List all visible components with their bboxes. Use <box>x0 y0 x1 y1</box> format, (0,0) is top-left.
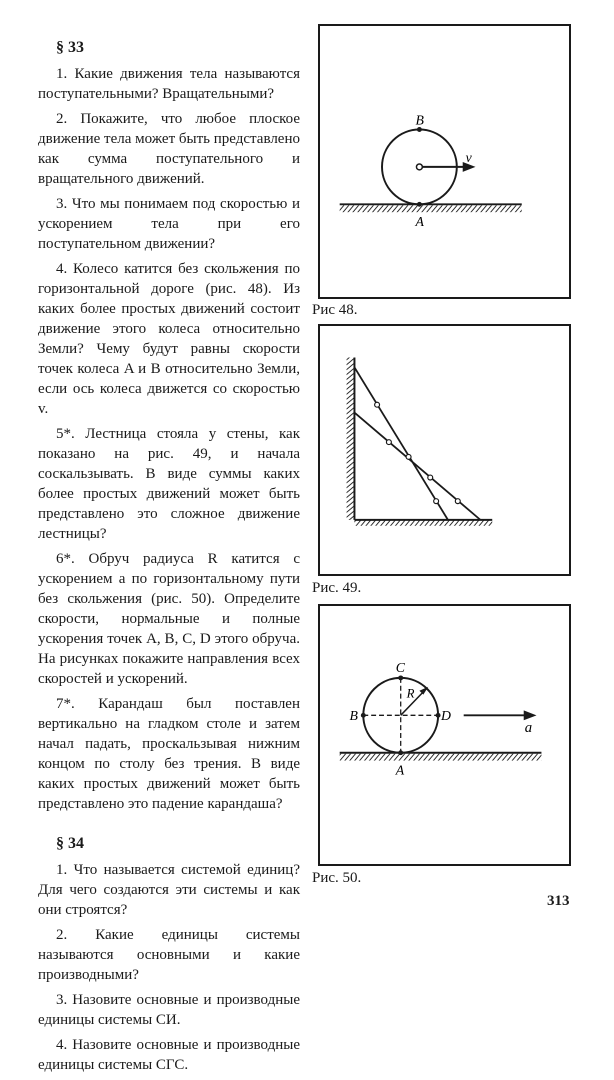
ladder-2-point <box>386 440 391 445</box>
label-A: A <box>395 762 405 778</box>
label-C: C <box>395 660 405 676</box>
ladder-position-1 <box>354 367 447 520</box>
figure-50-caption: Рис. 50. <box>312 870 362 886</box>
ground-hatching <box>340 205 522 212</box>
question-33-1: 1. Какие движения тела называются поступательными? Вращательными? <box>38 66 300 102</box>
ladder-1-point <box>375 402 380 407</box>
figure-50-hoop-diagram <box>320 606 569 864</box>
question-33-7: 7*. Карандаш был поставлен вертикально на гладком столе и затем начал падать, проскальзывая нижним концом по столу без трения. В виде каких простых движений может быть представлено это падение карандаша? <box>38 696 300 812</box>
point-D <box>436 713 441 718</box>
figure-48-caption: Рис 48. <box>312 302 358 318</box>
section-34-title: § 34 <box>56 835 84 852</box>
question-34-1: 1. Что называется системой единиц? Для чего создаются эти системы и как они строятся? <box>38 862 300 918</box>
label-v: v <box>465 149 472 165</box>
point-C <box>398 675 403 680</box>
figure-50-frame <box>318 604 571 866</box>
point-B <box>361 713 366 718</box>
ladder-1-point <box>406 454 411 459</box>
figure-49-ladder-diagram <box>320 326 569 574</box>
ladder-position-2 <box>354 413 480 520</box>
question-34-4: 4. Назовите основные и производные единицы системы СГС. <box>38 1037 300 1073</box>
figure-48-frame <box>318 24 571 299</box>
point-B <box>417 127 422 132</box>
label-R: R <box>406 686 415 701</box>
figure-48-wheel-diagram <box>320 26 569 297</box>
section-33-title: § 33 <box>56 39 84 56</box>
label-a: a <box>524 720 533 737</box>
label-B: B <box>349 708 358 724</box>
question-33-2: 2. Покажите, что любое плоское движение тела может быть представлено как сумма поступательного и вращательного движений. <box>38 111 300 187</box>
question-34-3: 3. Назовите основные и производные единицы системы СИ. <box>38 992 300 1028</box>
label-A: A <box>415 213 424 229</box>
figure-49-frame <box>318 324 571 576</box>
question-34-2: 2. Какие единицы системы называются основными и какие производными? <box>38 927 300 983</box>
question-33-5: 5*. Лестница стояла у стены, как показано на рис. 49, и начала соскальзывать. В виде суммы каких более простых движений может быть представлено это сложное движение лестницы? <box>38 426 300 542</box>
point-A <box>417 202 422 207</box>
question-33-6: 6*. Обруч радиуса R катится с ускорением a по горизонтальному пути без скольжения (рис. 50). Определите скорости, нормальные и полные ускорения точек A, B, C, D этого обруча. На рисунках покажите направления всех скоростей и ускорений. <box>38 551 300 687</box>
page-number: 313 <box>547 893 570 909</box>
ladder-2-point <box>455 499 460 504</box>
wall-hatching <box>347 357 355 519</box>
label-D: D <box>441 708 452 724</box>
wheel-axle <box>416 164 422 170</box>
point-A <box>398 750 403 755</box>
ground-hatching <box>340 754 542 761</box>
question-33-3: 3. Что мы понимаем под скоростью и ускорением тела при его поступательном движении? <box>38 196 300 252</box>
figure-49-caption: Рис. 49. <box>312 580 362 596</box>
label-B: B <box>415 112 424 128</box>
ladder-2-point <box>428 475 433 480</box>
question-33-4: 4. Колесо катится без скольжения по горизонтальной дороге (рис. 48). Из каких более простых движений состоит движение этого колеса относительно Земли? Чему будут равны скорости точек колеса A и B относительно Земли, если ось колеса движется со скоростью v. <box>38 261 300 417</box>
acceleration-arrowhead <box>524 710 537 720</box>
ladder-1-point <box>434 499 439 504</box>
questions-column <box>38 30 300 1080</box>
